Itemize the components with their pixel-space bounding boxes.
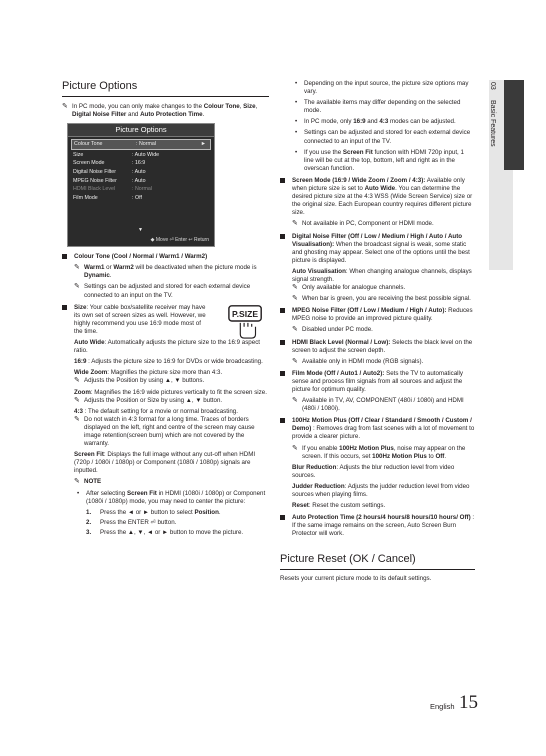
colour-tone-note-1: ✎ Warm1 or Warm2 will be deactivated when the picture mode is Dynamic.	[74, 264, 257, 280]
menu-row-colour-tone: Colour Tone : Normal ►	[71, 139, 211, 150]
note-heading: ✎ NOTE	[74, 478, 102, 486]
note-pen-icon: ✎	[292, 444, 298, 452]
menu-title: Picture Options	[68, 124, 214, 137]
scroll-down-icon: ▼	[138, 227, 143, 234]
dnf-note-1: ✎ Only available for analogue channels.	[292, 284, 406, 292]
digital-noise-filter-item: Digital Noise Filter (Off / Low / Medium / High / Auto / Auto Visualisation): When the broadcast signal is weak, some static and ghosting may appear. Select one of the options until the best picture is displayed.	[280, 233, 475, 265]
page-number: 15	[459, 692, 478, 713]
size-bullet-4: • Settings can be adjusted and stored for each external device connected to an input of the TV.	[295, 129, 471, 145]
square-bullet-icon	[280, 178, 285, 183]
square-bullet-icon	[280, 308, 285, 313]
size-bullet-5: • If you use the Screen Fit function with HDMI 720p input, 1 line will be cut at the top, bottom, left and right as in the overscan function.	[295, 148, 464, 172]
43-note: ✎ Do not watch in 4:3 format for a long time. Traces of borders displayed on the left, right and centre of the screen may cause image retention(screen burn) which are not covered by the warranty.	[74, 415, 255, 448]
menu-row-size: Size : Auto Wide	[73, 151, 160, 158]
psize-label: P.SIZE	[232, 308, 259, 319]
psize-remote-button-icon	[227, 302, 265, 340]
auto-visualisation-desc: Auto Visualisation: When changing analogue channels, displays signal strength.	[292, 267, 472, 283]
note-pen-icon: ✎	[292, 397, 298, 405]
picture-options-menu-screenshot	[67, 123, 215, 247]
film-mode-item: Film Mode (Off / Auto1 / Auto2): Sets the TV to automatically sense and process film signals from all sources and adjust the picture for optimum quality.	[280, 370, 475, 394]
menu-row-digital-noise-filter: Digital Noise Filter : Auto	[73, 168, 146, 175]
note-pen-icon: ✎	[292, 295, 298, 303]
screen-fit-desc: Screen Fit: Displays the full image without any cut-off when HDMI (720p / 1080i / 1080p) or Component (1080i / 1080p) signals are inputted.	[74, 451, 256, 475]
auto-protection-time-item: Auto Protection Time (2 hours/4 hours/8 hours/10 hours/ Off) : If the same image remains on the screen, Auto Screen Burn Protector will work.	[280, 514, 475, 538]
hdmi-note: ✎ Available only in HDMI mode (RGB signals).	[292, 357, 424, 365]
bullet-dot-icon: •	[295, 118, 298, 126]
169-desc: 16:9 : Adjusts the picture size to 16:9 for DVDs or wide broadcasting.	[74, 358, 263, 366]
colour-tone-note-2: ✎ Settings can be adjusted and stored for each external device connected to an input on the TV.	[74, 283, 251, 299]
hdmi-black-level-item: HDMI Black Level (Normal / Low): Selects the black level on the screen to adjust the screen depth.	[280, 339, 475, 355]
motion-plus-item: 100Hz Motion Plus (Off / Clear / Standard / Smooth / Custom / Demo) : Removes drag from fast scenes with a lot of movement to provide a clearer picture.	[280, 417, 475, 441]
note-pen-icon: ✎	[62, 103, 68, 110]
square-bullet-icon	[280, 234, 285, 239]
note-pen-icon: ✎	[74, 283, 80, 291]
dnf-note-2: ✎ When bar is green, you are receiving the best possible signal.	[292, 295, 471, 303]
auto-wide-desc: Auto Wide: Automatically adjusts the picture size to the 16:9 aspect ratio.	[74, 339, 261, 355]
step-3: 3. Press the ▲, ▼, ◄ or ► button to move the picture.	[86, 528, 244, 536]
size-bullet-1: • Depending on the input source, the picture size options may vary.	[295, 80, 469, 96]
step-2: 2. Press the ENTER ⏎ button.	[86, 518, 177, 526]
screen-fit-note-bullet: • After selecting Screen Fit in HDMI (1080i / 1080p) or Component (1080i / 1080p) mode, you may need to center the picture:	[77, 489, 266, 505]
size-bullet-3: • In PC mode, only 16:9 and 4:3 modes can be adjusted.	[295, 118, 456, 126]
bullet-dot-icon: •	[295, 148, 298, 156]
picture-reset-desc: Resets your current picture mode to its default settings.	[280, 574, 432, 582]
zoom-desc: Zoom: Magnifies the 16:9 wide pictures vertically to fit the screen size.	[74, 388, 267, 396]
motion-plus-note: ✎ If you enable 100Hz Motion Plus, noise may appear on the screen. If this occurs, set 100Hz Motion Plus to Off.	[292, 444, 466, 460]
note-pen-icon: ✎	[292, 326, 298, 334]
step-1: 1. Press the ◄ or ► button to select Position.	[86, 508, 221, 516]
note-pen-icon: ✎	[74, 264, 80, 272]
left-column	[62, 80, 269, 539]
note-pen-icon: ✎	[74, 415, 80, 423]
screen-mode-item: Screen Mode (16:9 / Wide Zoom / Zoom / 4:3): Available only when picture size is set to Auto Wide. You can determine the desired picture size at the 4:3 WSS (Wide Screen Service) size or the original size. Each European country requires different picture size.	[280, 177, 475, 217]
mpeg-noise-filter-item: MPEG Noise Filter (Off / Low / Medium / High / Auto): Reduces MPEG noise to provide an improved picture quality.	[280, 307, 475, 323]
right-column	[280, 80, 475, 586]
menu-navigation-hint: ◆ Move ⏎ Enter ↩ Return	[150, 237, 209, 244]
screen-fit-steps	[86, 509, 269, 537]
judder-reduction-desc: Judder Reduction: Adjusts the judder reduction level from video sources when playing films.	[292, 482, 470, 499]
square-bullet-icon	[62, 254, 67, 259]
square-bullet-icon	[280, 418, 285, 423]
note-pen-icon: ✎	[292, 220, 298, 228]
menu-row-screen-mode: Screen Mode : 16:9	[73, 160, 146, 167]
film-note: ✎ Available in TV, AV, COMPONENT (480i / 1080i) and HDMI (480i / 1080i).	[292, 397, 464, 413]
note-pen-icon: ✎	[74, 396, 80, 404]
menu-row-hdmi-black-level: HDMI Black Level : Normal	[73, 186, 153, 193]
arrow-right-icon: ►	[200, 141, 206, 148]
pc-mode-note: ✎ In PC mode, you can only make changes to the Colour Tone, Size, Digital Noise Filter and Auto Protection Time.	[62, 103, 258, 119]
chapter-label: Basic Features	[489, 99, 496, 147]
chapter-number: 03	[489, 82, 496, 90]
note-pen-icon: ✎	[292, 357, 298, 365]
mpeg-note: ✎ Disabled under PC mode.	[292, 326, 373, 334]
bullet-dot-icon: •	[77, 489, 80, 497]
wide-zoom-desc: Wide Zoom: Magnifies the picture size more than 4:3.	[74, 369, 223, 377]
wide-zoom-note: ✎ Adjusts the Position by using ▲, ▼ buttons.	[74, 377, 205, 385]
square-bullet-icon	[280, 371, 285, 376]
bullet-dot-icon: •	[295, 80, 298, 87]
note-pen-icon: ✎	[74, 478, 80, 486]
zoom-note: ✎ Adjusts the Position or Size by using ▲, ▼ button.	[74, 396, 223, 404]
blur-reduction-desc: Blur Reduction: Adjusts the blur reduction level from video sources.	[292, 463, 455, 479]
note-pen-icon: ✎	[74, 377, 80, 385]
size-bullet-2: • The available items may differ depending on the selected mode.	[295, 99, 461, 115]
chapter-tab-marker	[504, 80, 524, 170]
bullet-dot-icon: •	[295, 129, 298, 137]
reset-desc: Reset: Reset the custom settings.	[292, 502, 386, 510]
square-bullet-icon	[280, 340, 285, 345]
square-bullet-icon	[62, 305, 67, 310]
menu-row-mpeg-noise-filter: MPEG Noise Filter : Auto	[73, 177, 146, 184]
colour-tone-item: Colour Tone (Cool / Normal / Warm1 / Warm2)	[62, 253, 269, 261]
footer-language: English	[430, 702, 455, 711]
square-bullet-icon	[280, 515, 285, 520]
screen-mode-note: ✎ Not available in PC, Component or HDMI mode.	[292, 220, 434, 228]
chapter-tab-text	[489, 82, 502, 262]
note-pen-icon: ✎	[292, 284, 298, 292]
menu-row-film-mode: Film Mode : Off	[73, 194, 142, 201]
43-desc: 4:3 : The default setting for a movie or normal broadcasting.	[74, 407, 238, 415]
section-title-picture-options: Picture Options	[62, 80, 269, 97]
bullet-dot-icon: •	[295, 99, 298, 107]
section-title-picture-reset: Picture Reset (OK / Cancel)	[280, 553, 475, 570]
size-item: Size: Your cable box/satellite receiver may have its own set of screen sizes as well. However, we highly recommend you use 16:9 mode most of the time. P.SIZE	[62, 304, 269, 336]
